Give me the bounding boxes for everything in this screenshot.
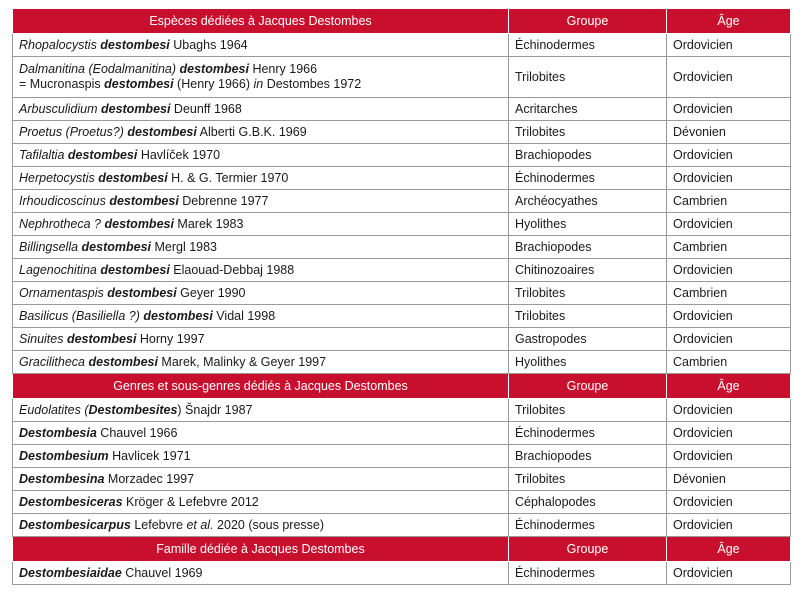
epithet-text: destombesi xyxy=(127,124,197,139)
taxa-table-body xyxy=(13,9,791,585)
name-text: Havlicek 1971 xyxy=(108,448,191,463)
group-cell: Brachiopodes xyxy=(509,445,667,468)
age-cell: Ordovicien xyxy=(667,167,791,190)
age-column-header: Âge xyxy=(667,374,791,399)
age-cell: Ordovicien xyxy=(667,34,791,57)
section-header-row xyxy=(13,374,791,399)
epithet-text: destombesi xyxy=(179,62,249,76)
taxon-name-cell xyxy=(13,282,509,305)
age-cell: Cambrien xyxy=(667,351,791,374)
taxon-name-cell xyxy=(13,34,509,57)
group-cell: Brachiopodes xyxy=(509,144,667,167)
name-text: Ubaghs 1964 xyxy=(169,37,248,52)
table-row xyxy=(13,514,791,537)
name-text: in xyxy=(253,77,264,91)
name-text: Lagenochitina xyxy=(19,262,101,277)
age-cell: Cambrien xyxy=(667,190,791,213)
epithet-text: destombesi xyxy=(100,262,170,277)
table-row xyxy=(13,282,791,305)
group-column-header: Groupe xyxy=(509,374,667,399)
age-cell: Ordovicien xyxy=(667,144,791,167)
epithet-text: destombesi xyxy=(109,193,179,208)
name-text: Billingsella xyxy=(19,239,82,254)
group-cell: Trilobites xyxy=(509,468,667,491)
name-text: Debrenne 1977 xyxy=(178,193,269,208)
table-row xyxy=(13,34,791,57)
epithet-text: destombesi xyxy=(143,308,213,323)
name-text: Marek, Malinky & Geyer 1997 xyxy=(157,354,327,369)
section-title: Espèces dédiées à Jacques Destombes xyxy=(13,9,509,34)
taxon-name-cell xyxy=(13,422,509,445)
table-row xyxy=(13,57,791,98)
table-row xyxy=(13,305,791,328)
group-cell: Échinodermes xyxy=(509,167,667,190)
name-text: Tafilaltia xyxy=(19,147,68,162)
age-cell: Ordovicien xyxy=(667,445,791,468)
name-text: Lefebvre xyxy=(130,517,187,532)
group-cell: Trilobites xyxy=(509,399,667,422)
age-cell: Cambrien xyxy=(667,282,791,305)
name-text: Henry 1966 xyxy=(248,62,318,76)
epithet-text: destombesi xyxy=(81,239,151,254)
name-text: Mergl 1983 xyxy=(151,239,218,254)
name-text: Horny 1997 xyxy=(136,331,205,346)
epithet-text: destombesi xyxy=(88,354,158,369)
name-text: Havlíček 1970 xyxy=(137,147,221,162)
taxon-name-cell xyxy=(13,144,509,167)
age-cell: Ordovicien xyxy=(667,328,791,351)
table-row xyxy=(13,351,791,374)
epithet-text: destombesi xyxy=(104,77,174,91)
taxon-name-cell xyxy=(13,514,509,537)
table-row xyxy=(13,236,791,259)
group-cell: Échinodermes xyxy=(509,562,667,585)
age-column-header: Âge xyxy=(667,9,791,34)
epithet-text: Destombesites xyxy=(88,402,178,417)
table-row xyxy=(13,468,791,491)
taxon-name-cell xyxy=(13,57,509,98)
section-title: Genres et sous-genres dédiés à Jacques Destombes xyxy=(13,374,509,399)
group-cell: Céphalopodes xyxy=(509,491,667,514)
name-text: Deunff 1968 xyxy=(170,101,242,116)
section-title: Famille dédiée à Jacques Destombes xyxy=(13,537,509,562)
name-text: Herpetocystis xyxy=(19,170,99,185)
table-row xyxy=(13,328,791,351)
section-header-row xyxy=(13,537,791,562)
taxon-name-cell xyxy=(13,259,509,282)
age-cell: Cambrien xyxy=(667,236,791,259)
age-cell: Ordovicien xyxy=(667,514,791,537)
name-text: Kröger & Lefebvre 2012 xyxy=(122,494,259,509)
age-column-header: Âge xyxy=(667,537,791,562)
taxon-name-cell xyxy=(13,562,509,585)
name-text: Proetus (Proetus?) xyxy=(19,124,128,139)
table-row xyxy=(13,491,791,514)
taxon-name-cell xyxy=(13,468,509,491)
epithet-text: Destombesia xyxy=(19,425,97,440)
group-column-header: Groupe xyxy=(509,9,667,34)
group-cell: Trilobites xyxy=(509,121,667,144)
name-text: ) Šnajdr 1987 xyxy=(177,402,253,417)
table-row xyxy=(13,399,791,422)
age-cell: Ordovicien xyxy=(667,57,791,98)
epithet-text: Destombesium xyxy=(19,448,109,463)
name-text: Basilicus (Basiliella ?) xyxy=(19,308,144,323)
name-text: et al. xyxy=(186,517,214,532)
taxon-name-cell xyxy=(13,399,509,422)
epithet-text: destombesi xyxy=(67,147,138,162)
name-text: Dalmanitina (Eodalmanitina) xyxy=(19,62,180,76)
table-row xyxy=(13,422,791,445)
name-text: Nephrotheca ? xyxy=(19,216,105,231)
table-row xyxy=(13,167,791,190)
taxon-name-cell xyxy=(13,328,509,351)
age-cell: Ordovicien xyxy=(667,491,791,514)
group-cell: Trilobites xyxy=(509,282,667,305)
name-text: Arbusculidium xyxy=(19,101,101,116)
taxon-name-cell xyxy=(13,121,509,144)
group-cell: Brachiopodes xyxy=(509,236,667,259)
epithet-text: Destombesiceras xyxy=(19,494,123,509)
table-row xyxy=(13,121,791,144)
epithet-text: destombesi xyxy=(100,101,171,116)
epithet-text: destombesi xyxy=(66,331,137,346)
epithet-text: Destombesiaidae xyxy=(19,565,122,580)
group-cell: Trilobites xyxy=(509,57,667,98)
name-text: (Henry 1966) xyxy=(173,77,254,91)
age-cell: Ordovicien xyxy=(667,422,791,445)
group-cell: Échinodermes xyxy=(509,514,667,537)
name-text: Rhopalocystis xyxy=(19,37,101,52)
age-cell: Ordovicien xyxy=(667,213,791,236)
group-cell: Échinodermes xyxy=(509,34,667,57)
name-text: = Mucronaspis xyxy=(19,77,105,91)
age-cell: Ordovicien xyxy=(667,399,791,422)
taxon-name-cell xyxy=(13,305,509,328)
epithet-text: Destombesicarpus xyxy=(19,517,131,532)
age-cell: Ordovicien xyxy=(667,259,791,282)
name-text: H. & G. Termier 1970 xyxy=(167,170,289,185)
name-text: Irhoudicoscinus xyxy=(19,193,110,208)
group-cell: Gastropodes xyxy=(509,328,667,351)
age-cell: Ordovicien xyxy=(667,305,791,328)
epithet-text: destombesi xyxy=(107,285,177,300)
group-cell: Chitinozoaires xyxy=(509,259,667,282)
taxon-name-cell xyxy=(13,98,509,121)
name-text: Vidal 1998 xyxy=(212,308,276,323)
name-text: Sinuites xyxy=(19,331,67,346)
name-text: 2020 (sous presse) xyxy=(213,517,325,532)
taxon-name-cell xyxy=(13,213,509,236)
age-cell: Ordovicien xyxy=(667,98,791,121)
taxon-name-cell xyxy=(13,167,509,190)
epithet-text: destombesi xyxy=(100,37,170,52)
name-text: Morzadec 1997 xyxy=(104,471,195,486)
name-text: Destombes 1972 xyxy=(263,77,362,91)
age-cell: Dévonien xyxy=(667,468,791,491)
table-row xyxy=(13,562,791,585)
group-column-header: Groupe xyxy=(509,537,667,562)
epithet-text: destombesi xyxy=(104,216,174,231)
section-header-row xyxy=(13,9,791,34)
table-row xyxy=(13,98,791,121)
name-text: Marek 1983 xyxy=(173,216,244,231)
age-cell: Ordovicien xyxy=(667,562,791,585)
epithet-text: destombesi xyxy=(98,170,168,185)
name-text: Gracilitheca xyxy=(19,354,89,369)
group-cell: Échinodermes xyxy=(509,422,667,445)
group-cell: Acritarches xyxy=(509,98,667,121)
name-text: Chauvel 1969 xyxy=(121,565,203,580)
table-row xyxy=(13,259,791,282)
table-row xyxy=(13,445,791,468)
epithet-text: Destombesina xyxy=(19,471,105,486)
group-cell: Hyolithes xyxy=(509,213,667,236)
table-row xyxy=(13,144,791,167)
taxon-name-cell xyxy=(13,445,509,468)
name-text: Eudolatites ( xyxy=(19,402,89,417)
name-text: Chauvel 1966 xyxy=(96,425,178,440)
name-text: Alberti G.B.K. 1969 xyxy=(196,124,307,139)
age-cell: Dévonien xyxy=(667,121,791,144)
name-text: Geyer 1990 xyxy=(176,285,246,300)
group-cell: Trilobites xyxy=(509,305,667,328)
table-row xyxy=(13,213,791,236)
name-text: Ornamentaspis xyxy=(19,285,108,300)
table-row xyxy=(13,190,791,213)
taxa-table xyxy=(12,8,791,585)
taxon-name-cell xyxy=(13,491,509,514)
taxon-name-cell xyxy=(13,190,509,213)
group-cell: Archéocyathes xyxy=(509,190,667,213)
taxon-name-cell xyxy=(13,236,509,259)
taxon-name-cell xyxy=(13,351,509,374)
name-text: Elaouad-Debbaj 1988 xyxy=(169,262,295,277)
group-cell: Hyolithes xyxy=(509,351,667,374)
